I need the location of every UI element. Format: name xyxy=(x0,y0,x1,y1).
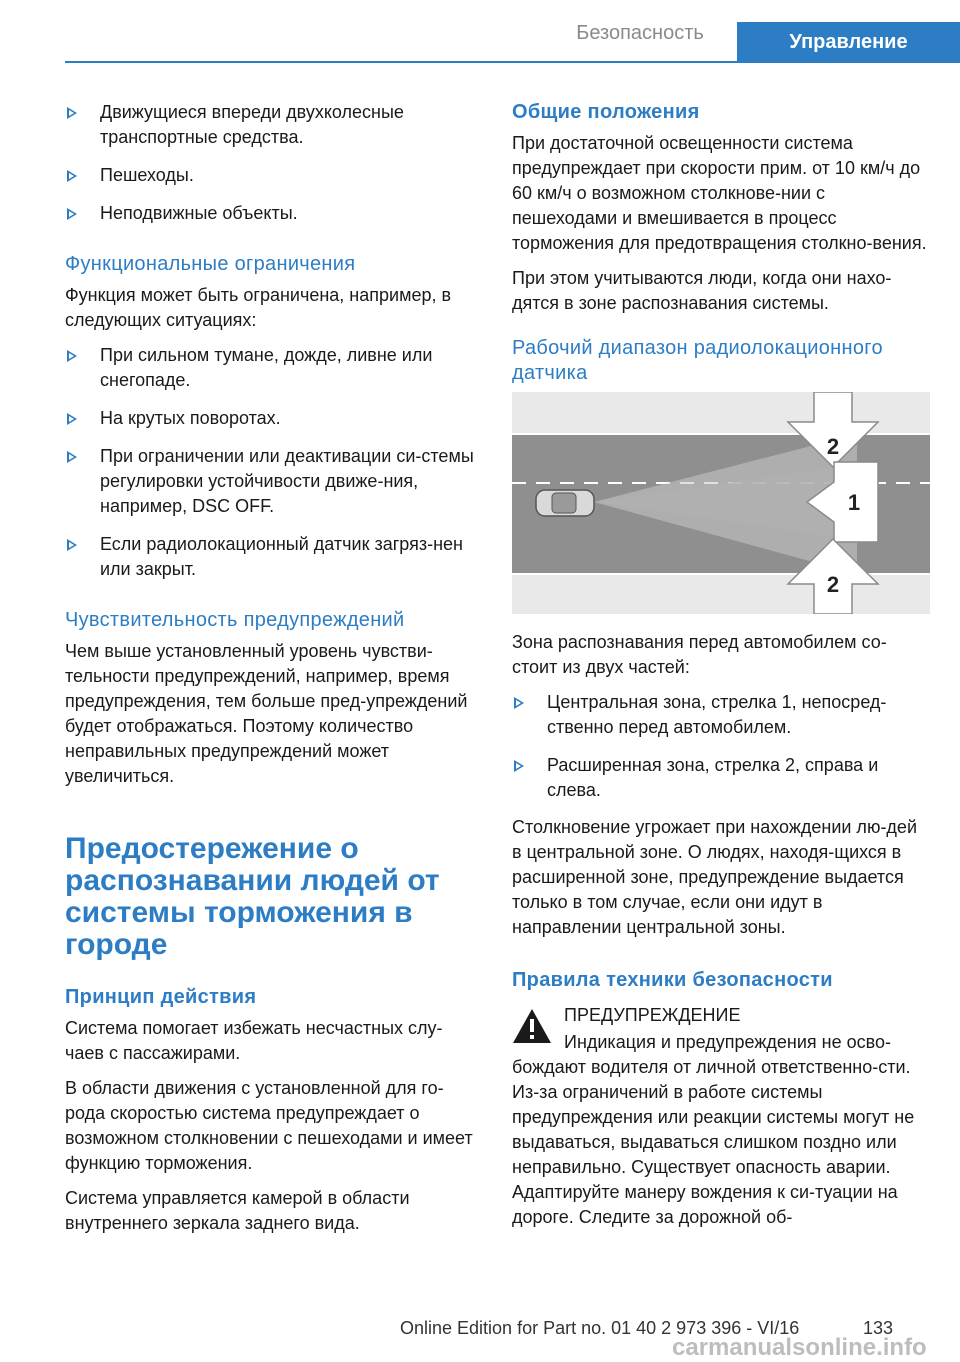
list-item: Центральная зона, стрелка 1, непосред-ственно перед автомобилем. xyxy=(512,690,930,740)
arrow-label: 2 xyxy=(826,572,840,597)
arrow-label: 1 xyxy=(847,490,861,515)
page-header xyxy=(0,0,960,62)
heading-sensor-range: Рабочий диапазон радиолокационного датчика xyxy=(512,337,883,384)
car-roof xyxy=(552,493,576,513)
bullet-triangle-icon xyxy=(67,539,77,551)
bullet-triangle-icon xyxy=(514,697,524,709)
zone-list xyxy=(512,690,930,803)
list-item: На крутых поворотах. xyxy=(65,406,478,431)
heading-warning-sensitivity: Чувствительность предупреждений xyxy=(65,609,405,631)
paragraph: Чем выше установленный уровень чувстви-тельности предупреждений, например, время предупреждения, тем больше пред-упреждений будет отображаться. Поэтому количество неправильных предупреждений может увеличиться. xyxy=(65,641,468,786)
list-item: Если радиолокационный датчик загряз-нен или закрыт. xyxy=(65,532,478,582)
list-item: При ограничении или деактивации си-стемы регулировки устойчивости движе-ния, например, DSC OFF. xyxy=(65,444,478,519)
paragraph: Зона распознавания перед автомобилем со-стоит из двух частей: xyxy=(512,632,887,677)
bullet-triangle-icon xyxy=(67,451,77,463)
paragraph: При достаточной освещенности система предупреждает при скорости прим. от 10 км/ч до 60 км/ч о возможном столкнове-нии с пешеходами и вмешивается в процесс торможения для предотвращения столкно-вения. xyxy=(512,133,927,253)
radar-diagram-svg xyxy=(512,392,930,614)
bullet-triangle-icon xyxy=(67,107,77,119)
bullet-triangle-icon xyxy=(67,413,77,425)
object-list xyxy=(65,100,478,226)
heading-functional-limits: Функциональные ограничения xyxy=(65,253,356,275)
heading-principle: Принцип действия xyxy=(65,986,257,1008)
list-item: Неподвижные объекты. xyxy=(65,201,478,226)
warning-title: ПРЕДУПРЕЖДЕНИЕ xyxy=(564,1005,741,1025)
warning-text-line1: Индикация и предупреждения не осво-бождают водителя от личной ответственно-сти. Из-за ограничений в работе системы предупреждения или реакции системы могут не выдаваться, выдаваться слишком поздно или неправильно. Существует опасность аварии. Адаптируйте манеру вождения к си-туации на дороге. Следите за дорожной об- xyxy=(512,1032,915,1227)
list-item: Расширенная зона, стрелка 2, справа и слева. xyxy=(512,753,930,803)
left-column xyxy=(65,100,478,1246)
watermark: carmanualsonline.info xyxy=(672,1334,927,1361)
section-title: Предостережение о распознавании людей от системы торможения в городе xyxy=(65,832,440,961)
header-tab-safety[interactable]: Безопасность xyxy=(576,22,704,44)
list-item: При сильном тумане, дожде, ливне или снегопаде. xyxy=(65,343,478,393)
page-number: 133 xyxy=(863,1318,894,1338)
heading-general: Общие положения xyxy=(512,101,700,123)
paragraph: В области движения с установленной для го-рода скоростью система предупреждает о возможном столкновении с пешеходами и имеет функцию торможения. xyxy=(65,1078,473,1173)
bullet-triangle-icon xyxy=(514,760,524,772)
limits-list xyxy=(65,343,478,582)
radar-range-diagram xyxy=(512,392,930,614)
right-column xyxy=(512,100,930,1230)
paragraph: При этом учитываются люди, когда они нахо-дятся в зоне распознавания системы. xyxy=(512,268,892,313)
list-item: Движущиеся впереди двухколесные транспортные средства. xyxy=(65,100,478,150)
paragraph: Функция может быть ограничена, например, в следующих ситуациях: xyxy=(65,285,452,330)
header-divider xyxy=(65,61,960,63)
bullet-triangle-icon xyxy=(67,170,77,182)
heading-safety-rules: Правила техники безопасности xyxy=(512,969,833,991)
paragraph: Система помогает избежать несчастных слу-чаев с пассажирами. xyxy=(65,1018,443,1063)
list-item: Пешеходы. xyxy=(65,163,478,188)
warning-block xyxy=(512,1003,930,1230)
bullet-triangle-icon xyxy=(67,208,77,220)
bullet-triangle-icon xyxy=(67,350,77,362)
arrow-label: 2 xyxy=(826,434,840,459)
paragraph: Система управляется камерой в области внутреннего зеркала заднего вида. xyxy=(65,1188,410,1233)
warning-triangle-icon xyxy=(512,1008,552,1044)
footer-edition: Online Edition for Part no. 01 40 2 973 396 - VI/16 xyxy=(400,1318,800,1338)
header-tab-controls[interactable]: Управление xyxy=(737,22,960,63)
paragraph: Столкновение угрожает при нахождении лю-дей в центральной зоне. О людях, находя-щихся в расширенной зоне, предупреждение выдается только в том случае, если они идут в направлении центральной зоны. xyxy=(512,817,917,937)
